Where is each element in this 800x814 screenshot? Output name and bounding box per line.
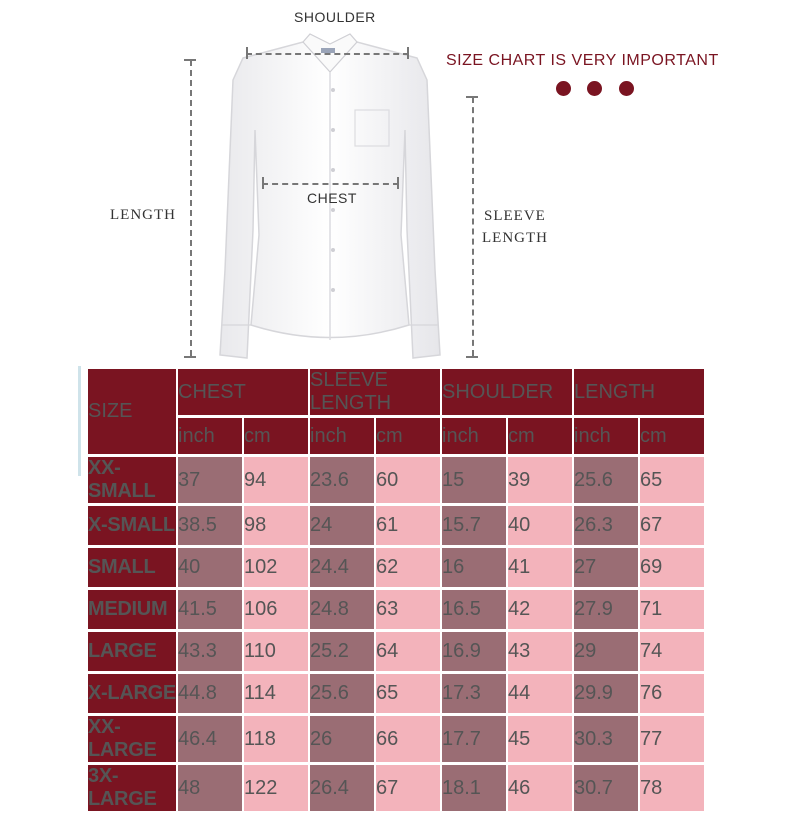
unit-header-cm: cm bbox=[244, 418, 308, 454]
cell-cm: 78 bbox=[640, 765, 704, 811]
cell-inch: 15.7 bbox=[442, 506, 506, 545]
column-group-shoulder: SHOULDER bbox=[442, 369, 572, 415]
table-row bbox=[88, 457, 704, 503]
cell-inch: 29 bbox=[574, 632, 638, 671]
cell-inch: 25.2 bbox=[310, 632, 374, 671]
cell-cm: 60 bbox=[376, 457, 440, 503]
unit-header-inch: inch bbox=[310, 418, 374, 454]
cell-cm: 45 bbox=[508, 716, 572, 762]
size-row-label: X-SMALL bbox=[88, 506, 176, 545]
table-row bbox=[88, 632, 704, 671]
cell-cm: 110 bbox=[244, 632, 308, 671]
chest-measure-line bbox=[262, 183, 399, 185]
size-row-label: MEDIUM bbox=[88, 590, 176, 629]
cell-cm: 44 bbox=[508, 674, 572, 713]
cell-cm: 67 bbox=[640, 506, 704, 545]
length-tick-bottom bbox=[184, 356, 196, 358]
decorative-dot bbox=[619, 81, 634, 96]
cell-cm: 62 bbox=[376, 548, 440, 587]
cell-cm: 106 bbox=[244, 590, 308, 629]
cell-inch: 40 bbox=[178, 548, 242, 587]
cell-inch: 16.5 bbox=[442, 590, 506, 629]
cell-inch: 26 bbox=[310, 716, 374, 762]
sleeve-tick-bottom bbox=[466, 356, 478, 358]
cell-inch: 27.9 bbox=[574, 590, 638, 629]
shoulder-tick-left bbox=[246, 47, 248, 59]
chest-tick-left bbox=[262, 177, 264, 189]
cell-cm: 118 bbox=[244, 716, 308, 762]
cell-cm: 76 bbox=[640, 674, 704, 713]
cell-inch: 16 bbox=[442, 548, 506, 587]
cell-inch: 18.1 bbox=[442, 765, 506, 811]
cell-inch: 24 bbox=[310, 506, 374, 545]
sleeve-measure-line bbox=[472, 97, 474, 356]
cell-inch: 37 bbox=[178, 457, 242, 503]
cell-inch: 17.7 bbox=[442, 716, 506, 762]
cell-cm: 74 bbox=[640, 632, 704, 671]
size-row-label: X-LARGE bbox=[88, 674, 176, 713]
table-row bbox=[88, 506, 704, 545]
column-group-chest: CHEST bbox=[178, 369, 308, 415]
cell-inch: 23.6 bbox=[310, 457, 374, 503]
cell-inch: 41.5 bbox=[178, 590, 242, 629]
cell-inch: 16.9 bbox=[442, 632, 506, 671]
cell-cm: 122 bbox=[244, 765, 308, 811]
table-row bbox=[88, 590, 704, 629]
cell-inch: 30.7 bbox=[574, 765, 638, 811]
cell-cm: 114 bbox=[244, 674, 308, 713]
cell-cm: 40 bbox=[508, 506, 572, 545]
cell-inch: 26.4 bbox=[310, 765, 374, 811]
unit-header-cm: cm bbox=[508, 418, 572, 454]
cell-cm: 77 bbox=[640, 716, 704, 762]
cell-inch: 15 bbox=[442, 457, 506, 503]
decorative-dot bbox=[587, 81, 602, 96]
cell-inch: 38.5 bbox=[178, 506, 242, 545]
unit-header-inch: inch bbox=[574, 418, 638, 454]
cell-cm: 102 bbox=[244, 548, 308, 587]
size-row-label: LARGE bbox=[88, 632, 176, 671]
table-row bbox=[88, 548, 704, 587]
length-tick-top bbox=[184, 59, 196, 61]
sleeve-tick-top bbox=[466, 96, 478, 98]
sleeve-label-line2: LENGTH bbox=[482, 230, 548, 246]
cell-cm: 63 bbox=[376, 590, 440, 629]
cell-inch: 46.4 bbox=[178, 716, 242, 762]
size-row-label: 3X-LARGE bbox=[88, 765, 176, 811]
unit-header-cm: cm bbox=[640, 418, 704, 454]
cell-cm: 43 bbox=[508, 632, 572, 671]
cell-inch: 26.3 bbox=[574, 506, 638, 545]
cell-cm: 64 bbox=[376, 632, 440, 671]
unit-header-cm: cm bbox=[376, 418, 440, 454]
size-row-label: XX-SMALL bbox=[88, 457, 176, 503]
decorative-bar bbox=[78, 366, 81, 476]
shoulder-measure-line bbox=[246, 53, 409, 55]
cell-cm: 46 bbox=[508, 765, 572, 811]
cell-inch: 43.3 bbox=[178, 632, 242, 671]
table-row bbox=[88, 674, 704, 713]
cell-cm: 67 bbox=[376, 765, 440, 811]
unit-header-inch: inch bbox=[178, 418, 242, 454]
table-row bbox=[88, 716, 704, 762]
size-row-label: SMALL bbox=[88, 548, 176, 587]
cell-cm: 71 bbox=[640, 590, 704, 629]
cell-inch: 44.8 bbox=[178, 674, 242, 713]
cell-cm: 61 bbox=[376, 506, 440, 545]
column-group-sleeve-length: SLEEVE LENGTH bbox=[310, 369, 440, 415]
cell-inch: 30.3 bbox=[574, 716, 638, 762]
cell-cm: 41 bbox=[508, 548, 572, 587]
cell-cm: 98 bbox=[244, 506, 308, 545]
cell-inch: 25.6 bbox=[574, 457, 638, 503]
cell-inch: 24.4 bbox=[310, 548, 374, 587]
cell-cm: 69 bbox=[640, 548, 704, 587]
cell-cm: 94 bbox=[244, 457, 308, 503]
size-header: SIZE bbox=[88, 369, 176, 454]
cell-cm: 66 bbox=[376, 716, 440, 762]
cell-cm: 39 bbox=[508, 457, 572, 503]
cell-inch: 48 bbox=[178, 765, 242, 811]
unit-header-inch: inch bbox=[442, 418, 506, 454]
cell-cm: 65 bbox=[376, 674, 440, 713]
cell-inch: 17.3 bbox=[442, 674, 506, 713]
cell-cm: 65 bbox=[640, 457, 704, 503]
decorative-dot bbox=[556, 81, 571, 96]
length-measure-line bbox=[190, 60, 192, 356]
size-rows bbox=[88, 457, 704, 811]
size-chart-table bbox=[86, 366, 706, 814]
cell-inch: 27 bbox=[574, 548, 638, 587]
chest-tick-right bbox=[397, 177, 399, 189]
column-group-length: LENGTH bbox=[574, 369, 704, 415]
table-row bbox=[88, 765, 704, 811]
sleeve-label-line1: SLEEVE bbox=[484, 208, 546, 224]
length-label: LENGTH bbox=[110, 207, 176, 223]
cell-inch: 25.6 bbox=[310, 674, 374, 713]
shoulder-tick-right bbox=[407, 47, 409, 59]
cell-cm: 42 bbox=[508, 590, 572, 629]
shoulder-label: SHOULDER bbox=[294, 9, 376, 25]
size-row-label: XX-LARGE bbox=[88, 716, 176, 762]
important-notice: SIZE CHART IS VERY IMPORTANT bbox=[446, 52, 719, 69]
cell-inch: 29.9 bbox=[574, 674, 638, 713]
cell-inch: 24.8 bbox=[310, 590, 374, 629]
chest-label: CHEST bbox=[307, 190, 357, 206]
